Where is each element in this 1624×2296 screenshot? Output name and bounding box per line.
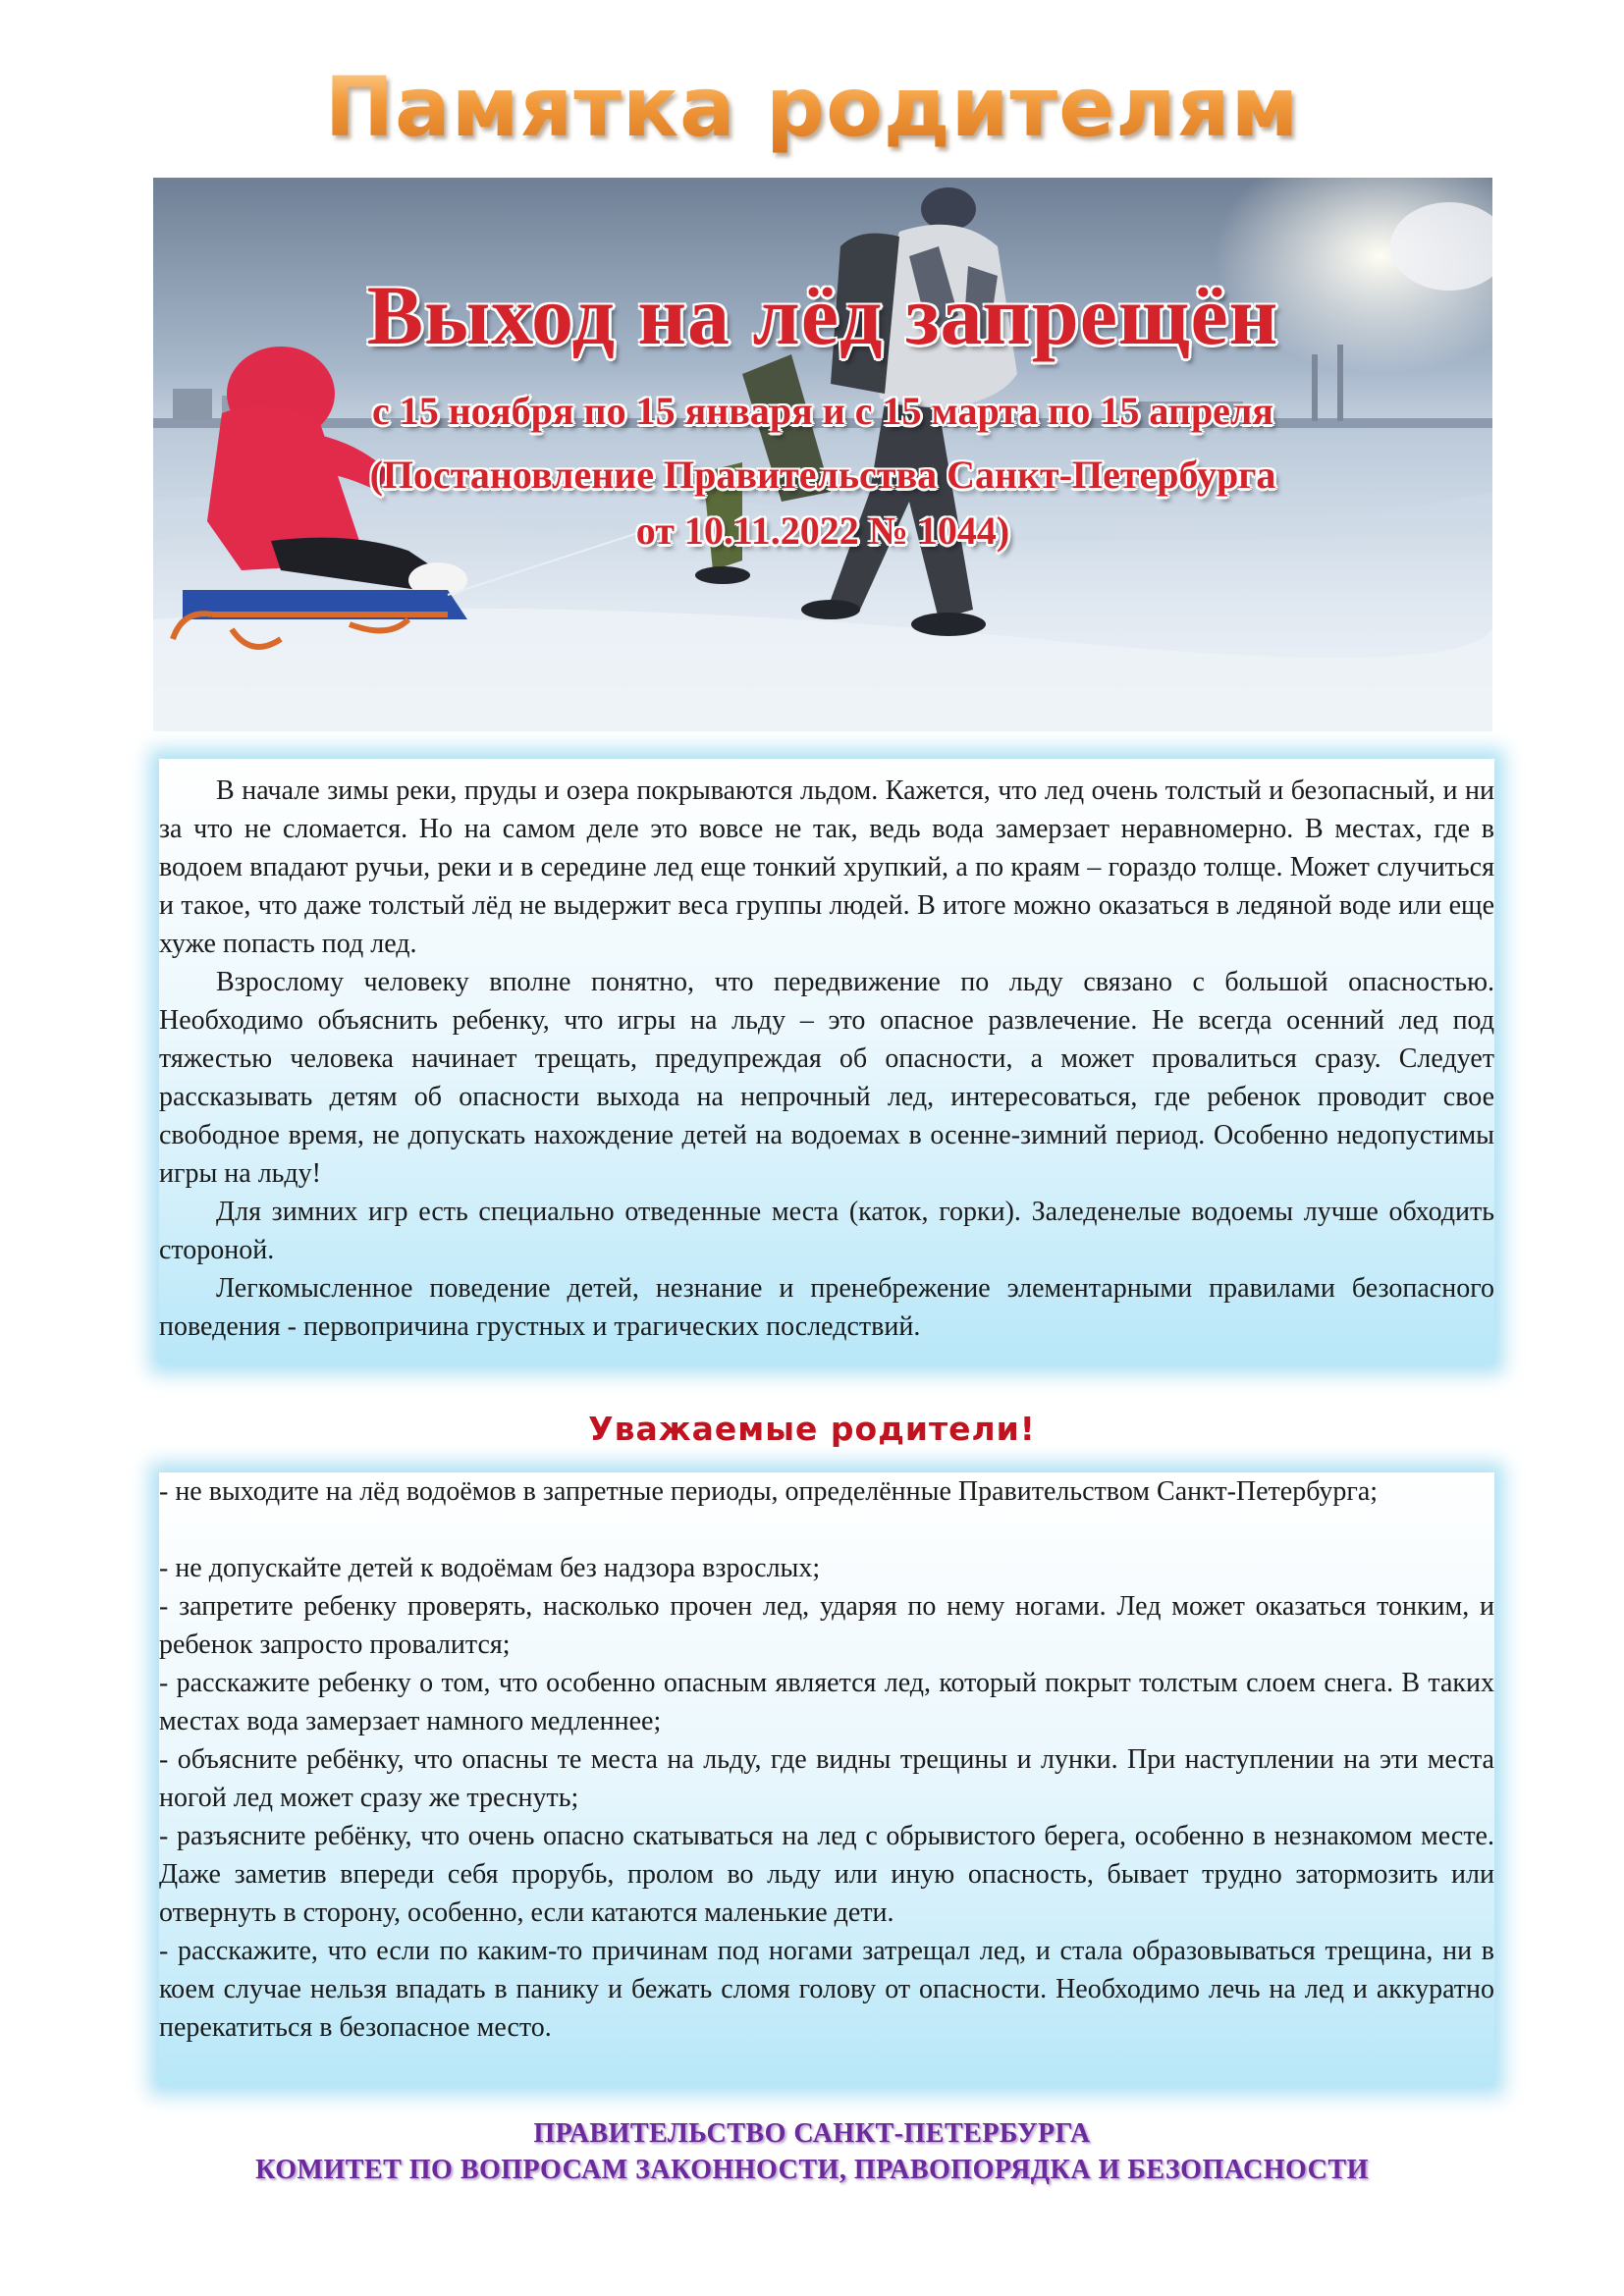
advice-item: - разъясните ребёнку, что очень опасно скатываться на лед с обрывистого берега, особенно в незнакомом месте. Даже заметив впереди себя прорубь, пролом во льду или иную опасность, бывает трудно затормозить или отвернуть в сторону, особенно, если катаются маленькие дети. (159, 1821, 1494, 1928)
intro-paragraph: В начале зимы реки, пруды и озера покрываются льдом. Кажется, что лед очень толстый и безопасный, и ни за что не сломается. Но на самом деле это вовсе не так, ведь вода замерзает неравномерно. В местах, где в водоем впадают ручьи, реки и в середине лед еще тонкий хрупкий, а по краям – гораздо толще. Может случиться и такое, что даже толстый лёд не выдержит веса группы людей. В итоге можно оказаться в ледяной воде или еще хуже попасть под лед. (159, 775, 1494, 959)
advice-item: - запретите ребенку проверять, насколько прочен лед, ударяя по нему ногами. Лед может оказаться тонким, и ребенок запросто провалится; (159, 1591, 1494, 1660)
advice-item: - расскажите, что если по каким-то причинам под ногами затрещал лед, и стала образовываться трещина, ни в коем случае нельзя впадать в панику и бежать сломя голову от опасности. Необходимо лечь на лед и аккуратно перекатиться в безопасное место. (159, 1936, 1494, 2043)
intro-paragraph: Для зимних игр есть специально отведенные места (каток, горки). Заледенелые водоемы лучше обходить стороной. (159, 1197, 1494, 1265)
ban-period-text: с 15 ноября по 15 января и с 15 марта по 15 апреля (371, 389, 1274, 433)
footer-committee: КОМИТЕТ ПО ВОПРОСАМ ЗАКОННОСТИ, ПРАВОПОРЯДКА И БЕЗОПАСНОСТИ (255, 2155, 1369, 2185)
intro-paragraph: Взрослому человеку вполне понятно, что передвижение по льду связано с большой опасностью. Необходимо объяснить ребенку, что игры на льду – это опасное развлечение. Не всегда осенний лед под тяжестью человека начинает трещать, предупреждая об опасности, а может провалиться сразу. Следует рассказывать детям об опасности выхода на непрочный лед, интересоваться, где ребенок проводит свое свободное время, не допускать нахождение детей на водоемах в осенне-зимний период. Особенно недопустимы игры на льду! (159, 967, 1494, 1189)
advice-item: - объясните ребёнку, что опасны те места на льду, где видны трещины и лунки. При наступлении на эти места ногой лед может сразу же треснуть; (159, 1744, 1494, 1813)
advice-item: - не допускайте детей к водоёмам без надзора взрослых; (159, 1553, 821, 1583)
ban-decree-date-text: от 10.11.2022 № 1044) (635, 508, 1010, 553)
advice-item: - расскажите ребенку о том, что особенно опасным является лед, который покрыт толстым слоем снега. В таких местах вода замерзает намного медленнее; (159, 1668, 1494, 1736)
intro-paragraph: Легкомысленное поведение детей, незнание и пренебрежение элементарными правилами безопасного поведения - первопричина грустных и трагических последствий. (159, 1273, 1494, 1342)
advice-item: - не выходите на лёд водоёмов в запретные периоды, определённые Правительством Санкт-Петербурга; (159, 1476, 1379, 1507)
banner-photo (153, 178, 1492, 731)
ban-decree-text: (Постановление Правительства Санкт-Петербурга (369, 453, 1276, 497)
page-title: Памятка родителям (0, 59, 1624, 155)
footer-government: ПРАВИТЕЛЬСТВО САНКТ-ПЕТЕРБУРГА (533, 2118, 1091, 2149)
parents-heading: Уважаемые родители! (588, 1410, 1036, 1448)
ice-ban-heading: Выход на лёд запрещён (366, 268, 1279, 362)
